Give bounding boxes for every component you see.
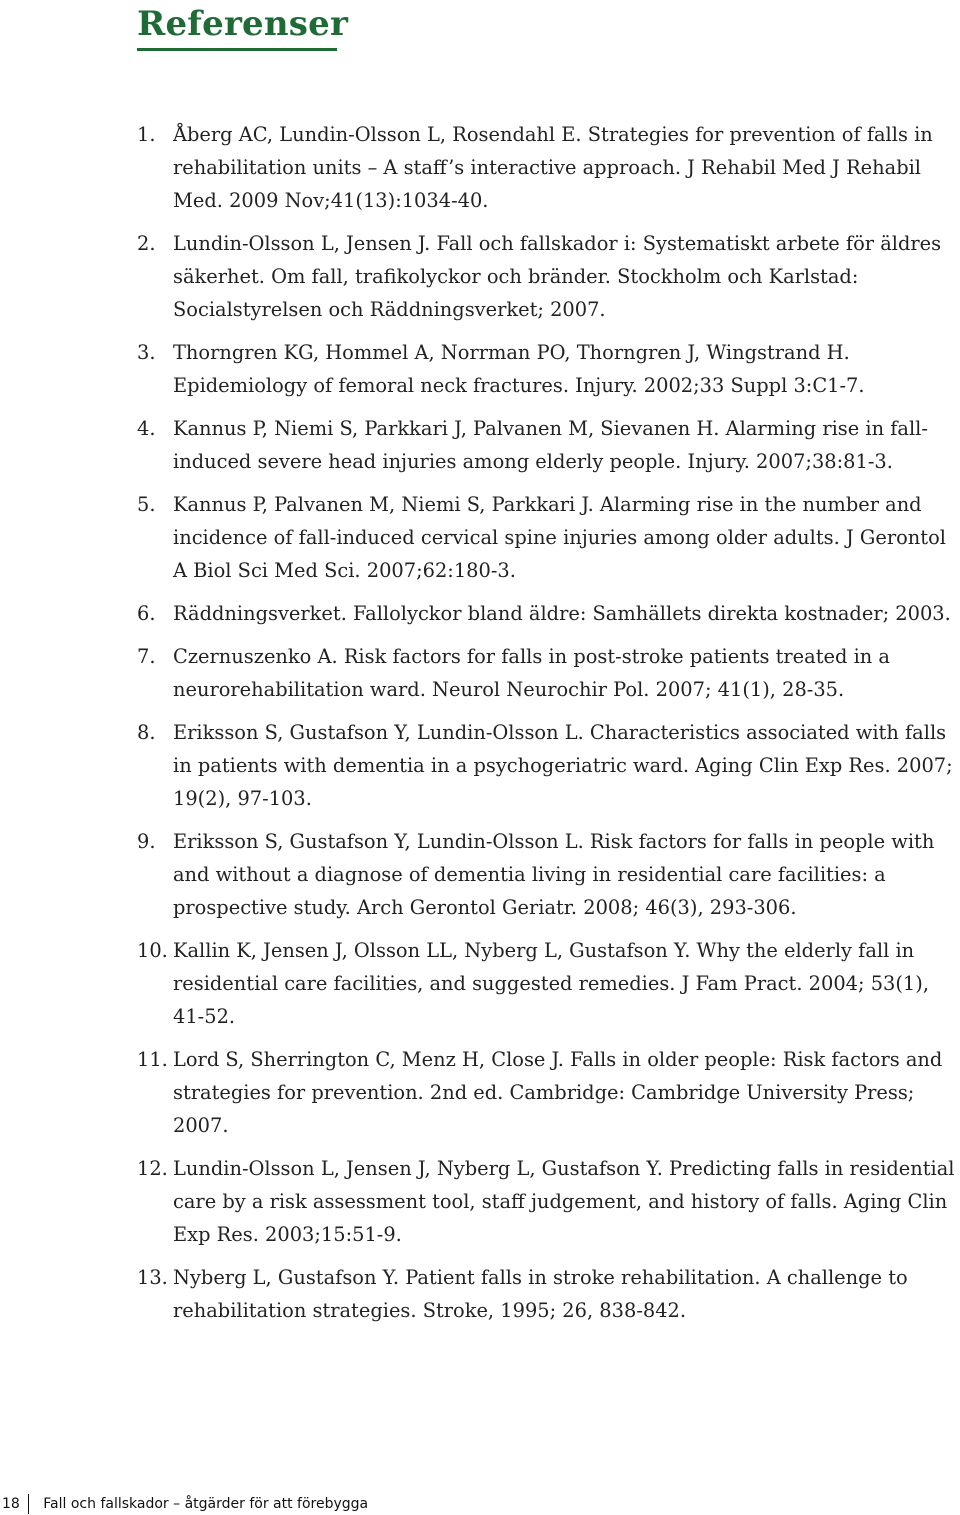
page-number: 18 [0,1494,29,1514]
reference-number: 6. [137,602,156,625]
reference-item [137,336,957,402]
reference-item [137,1261,957,1327]
reference-number: 10. [137,939,168,962]
reference-number: 8. [137,721,156,744]
reference-number: 1. [137,123,156,146]
reference-item [137,118,957,217]
reference-number: 13. [137,1266,168,1289]
reference-item [137,934,957,1033]
reference-number: 11. [137,1048,168,1071]
reference-item [137,640,957,706]
reference-text: Räddningsverket. Fallolyckor bland äldre: Samhällets direkta kostnader; 2003. [173,602,951,625]
reference-text: Kannus P, Palvanen M, Niemi S, Parkkari J. Alarming rise in the number and incidence of fall-induced cervical spine injuries among older adults. J Gerontol A Biol Sci Med Sci. 2007;62:180-3. [173,493,946,582]
reference-item [137,597,957,630]
reference-text: Eriksson S, Gustafson Y, Lundin-Olsson L. Risk factors for falls in people with and without a diagnose of dementia living in residential care facilities: a prospective study. Arch Gerontol Geriatr. 2008; 46(3), 293-306. [173,830,935,919]
title-underline [137,48,337,51]
document-title: Fall och fallskador – åtgärder för att förebygga [43,1496,369,1512]
reference-text: Nyberg L, Gustafson Y. Patient falls in stroke rehabilitation. A challenge to rehabilitation strategies. Stroke, 1995; 26, 838-842. [173,1266,908,1322]
reference-item [137,825,957,924]
reference-number: 3. [137,341,156,364]
reference-number: 9. [137,830,156,853]
reference-item [137,412,957,478]
reference-text: Lord S, Sherrington C, Menz H, Close J. Falls in older people: Risk factors and strategies for prevention. 2nd ed. Cambridge: Cambridge University Press; 2007. [173,1048,943,1137]
reference-text: Lundin-Olsson L, Jensen J. Fall och fallskador i: Systematiskt arbete för äldres säkerhet. Om fall, trafikolyckor och bränder. Stockholm och Karlstad: Socialstyrelsen och Räddningsverket; 2007. [173,232,942,321]
reference-text: Lundin-Olsson L, Jensen J, Nyberg L, Gustafson Y. Predicting falls in residential care by a risk assessment tool, staff judgement, and history of falls. Aging Clin Exp Res. 2003;15:51-9. [173,1157,955,1246]
reference-text: Kallin K, Jensen J, Olsson LL, Nyberg L, Gustafson Y. Why the elderly fall in residential care facilities, and suggested remedies. J Fam Pract. 2004; 53(1), 41-52. [173,939,929,1028]
reference-text: Åberg AC, Lundin-Olsson L, Rosendahl E. Strategies for prevention of falls in rehabilitation units – A staff’s interactive approach. J Rehabil Med J Rehabil Med. 2009 Nov;41(13):1034-40. [173,123,933,212]
reference-number: 2. [137,232,156,255]
reference-item [137,1152,957,1251]
page-title: Referenser [137,4,349,44]
reference-text: Czernuszenko A. Risk factors for falls in post-stroke patients treated in a neurorehabilitation ward. Neurol Neurochir Pol. 2007; 41(1), 28-35. [173,645,890,701]
reference-item [137,488,957,587]
reference-item [137,716,957,815]
reference-number: 7. [137,645,156,668]
reference-text: Eriksson S, Gustafson Y, Lundin-Olsson L. Characteristics associated with falls in patients with dementia in a psychogeriatric ward. Aging Clin Exp Res. 2007; 19(2), 97-103. [173,721,953,810]
reference-list [137,118,957,1337]
reference-number: 4. [137,417,156,440]
reference-item [137,227,957,326]
reference-number: 12. [137,1157,168,1180]
reference-text: Kannus P, Niemi S, Parkkari J, Palvanen M, Sievanen H. Alarming rise in fall-induced severe head injuries among elderly people. Injury. 2007;38:81-3. [173,417,928,473]
reference-text: Thorngren KG, Hommel A, Norrman PO, Thorngren J, Wingstrand H. Epidemiology of femoral neck fractures. Injury. 2002;33 Suppl 3:C1-7. [173,341,865,397]
reference-number: 5. [137,493,156,516]
page-footer [0,1494,368,1514]
reference-item [137,1043,957,1142]
